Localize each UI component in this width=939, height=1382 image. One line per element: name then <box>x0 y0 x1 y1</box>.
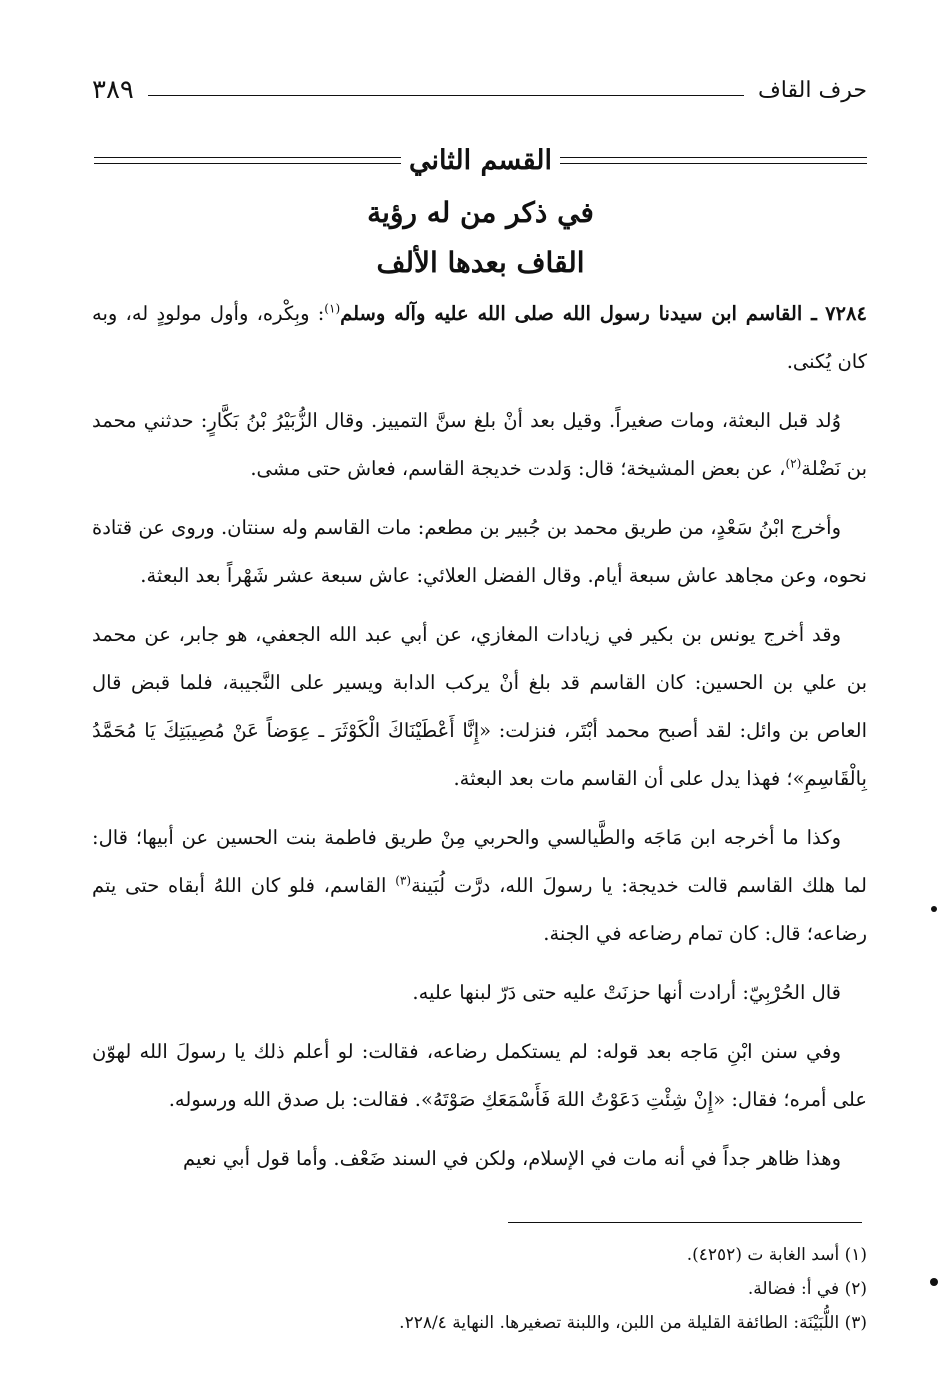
section-header <box>94 138 867 182</box>
hadith-quote: «إِنْ شِئْتِ دَعَوْتُ اللهَ فَأَسْمَعَكِ صَوْتَهُ» <box>420 1088 726 1111</box>
entry-paragraph <box>92 290 867 386</box>
footnote-1: (١) أسد الغابة ت (٤٢٥٢). <box>686 1245 867 1265</box>
paragraph-8: وهذا ظاهر جداً في أنه مات في الإسلام، ولكن في السند ضَعْف. وأما قول أبي نعيم <box>183 1147 841 1170</box>
entry-rest: : وبِكْره، وأول مولودٍ له، وبه كان يُكنى. <box>92 302 867 373</box>
paragraph-4 <box>92 611 867 803</box>
paragraph-7 <box>92 1028 867 1124</box>
paragraph-2 <box>92 397 867 493</box>
margin-dot <box>930 1278 938 1286</box>
double-rule-left <box>94 157 401 164</box>
p7-text-a: وفي سنن ابْنِ مَاجه بعد قوله: لم يستكمل رضاعه، فقالت: لو أعلم ذلك يا رسولَ الله لهوّن على أمره؛ فقال: <box>92 1040 867 1111</box>
footnote-ref-1: (١) <box>324 301 341 316</box>
footnote-ref-3: (٣) <box>395 873 412 888</box>
entry-number: ٧٢٨٤ <box>825 302 867 325</box>
p4-text-a: وقد أخرج يونس بن بكير في زيادات المغازي، عن أبي عبد الله الجعفي، هو جابر، عن محمد بن علي بن الحسين: كان القاسم قد بلغ أنْ يركب الدابة ويسير على النَّجيبة، فلما قبض قال العاص بن وائل: لقد أصبح محمد أبْتَر، فنزلت: <box>92 623 867 742</box>
header-rule <box>148 95 744 96</box>
p7-text-b: . فقالت: بل صدق الله ورسوله. <box>168 1088 421 1111</box>
p4-text-b: ؛ فهذا يدل على أن القاسم مات بعد البعثة. <box>453 767 793 790</box>
footnote-ref-2: (٢) <box>785 456 802 471</box>
double-rule-right <box>560 157 867 164</box>
quran-quote: «إِنَّا أَعْطَيْنَاكَ الْكَوْثَرَ ـ عِوَضاً عَنْ مُصِيبَتِكَ يَا مُحَمَّدُ بِالْقَاسِمِ» <box>92 719 867 790</box>
paragraph-5 <box>92 814 867 958</box>
section-label: القسم الثاني <box>409 144 552 176</box>
heading-secondary: القاف بعدها الألف <box>376 246 585 279</box>
chapter-title: حرف القاف <box>758 77 867 103</box>
paragraph-3: وأخرج ابْنُ سَعْدٍ، من طريق محمد بن جُبير بن مطعم: مات القاسم وله سنتان. وروى عن قتادة نحوه، وعن مجاهد عاش سبعة أيام. وقال الفضل العلائي: عاش سبعة عشر شَهْراً بعد البعثة. <box>92 516 867 587</box>
p2-text-b: ، عن بعض المشيخة؛ قال: وَلدت خديجة القاسم، فعاش حتى مشى. <box>250 457 786 480</box>
footnote-2: (٢) في أ: فضالة. <box>747 1279 867 1299</box>
running-header <box>92 70 867 110</box>
paragraph-6: قال الحُرْبِيّ: أرادت أنها حزنَتْ عليه حتى دَرّ لبنها عليه. <box>412 981 841 1004</box>
page-number: ٣٨٩ <box>92 75 134 105</box>
body-text <box>92 290 867 1194</box>
p5-text-b: القاسم، فلو كان اللهُ أبقاه حتى يتم رضاعه؛ قال: كان تمام رضاعه في الجنة. <box>92 874 867 945</box>
footnote-rule <box>508 1222 862 1223</box>
p5-text-a: وكذا ما أخرجه ابن مَاجَه والطَّيالسي والحربي مِنْ طريق فاطمة بنت الحسين عن أبيها؛ قال: لما هلك القاسم قالت خديجة: يا رسولَ الله، درَّت لُبَينة <box>92 826 867 897</box>
entry-name: ـ القاسم ابن سيدنا رسول الله صلى الله عليه وآله وسلم <box>340 302 817 325</box>
heading-primary: في ذكر من له رؤية <box>367 196 594 229</box>
p2-text-a: وُلد قبل البعثة، ومات صغيراً. وقيل بعد أنْ بلغ سنَّ التمييز. وقال الزُّبَيْرُ بْنُ بَكَّارٍ: حدثني محمد بن نَضْلة <box>92 409 867 480</box>
margin-dot <box>931 906 937 912</box>
footnotes <box>92 1238 867 1340</box>
footnote-3: (٣) اللُّبَيْنَة: الطائفة القليلة من اللبن، واللبنة تصغيرها. النهاية ٢٢٨/٤. <box>399 1313 867 1333</box>
